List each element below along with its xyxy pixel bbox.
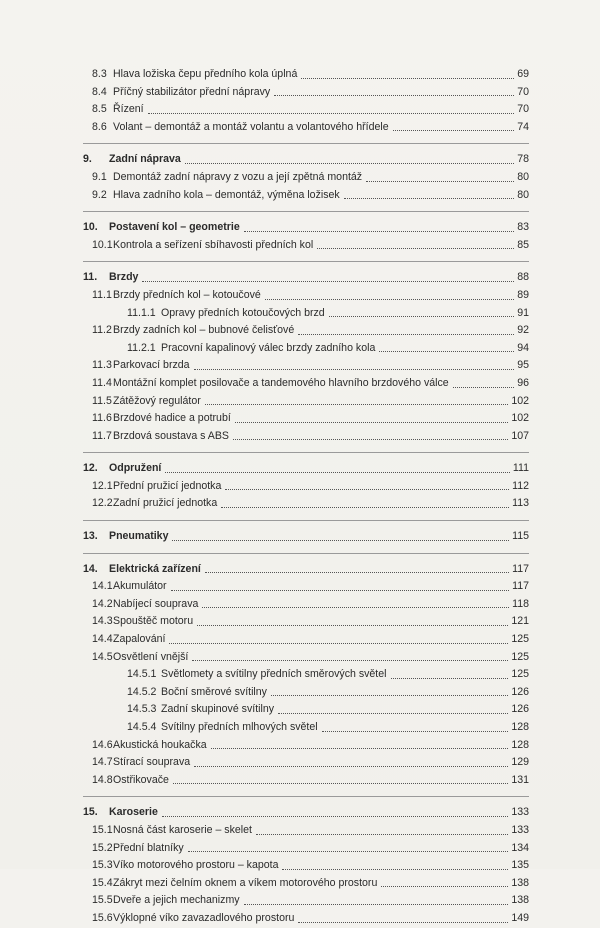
- section-title: Hlava ložiska čepu předního kola úplná: [113, 68, 298, 80]
- page-number: 117: [512, 562, 529, 575]
- toc-entry[interactable]: [83, 357, 529, 375]
- chapter-separator: [83, 143, 529, 144]
- dot-leader: [256, 834, 508, 835]
- dot-leader: [194, 369, 514, 370]
- dot-leader: [298, 334, 514, 335]
- section-title: Příčný stabilizátor přední nápravy: [113, 85, 271, 98]
- section-number: 9.: [83, 153, 92, 166]
- section-number: 8.3: [92, 68, 107, 80]
- section-title: Brzdy: [109, 271, 139, 284]
- section-number: 11.1.1: [127, 306, 156, 319]
- page-number: 126: [511, 703, 529, 716]
- section-number: 14.1: [92, 580, 113, 593]
- page-number: 102: [511, 412, 529, 425]
- toc-entry[interactable]: [83, 737, 529, 755]
- section-number: 14.5.1: [127, 668, 157, 681]
- section-title: Kontrola a seřízení sbíhavosti předních kol: [113, 238, 314, 251]
- toc-entry[interactable]: [83, 840, 529, 858]
- toc-subentry[interactable]: [83, 340, 529, 358]
- section-title: Přední blatníky: [113, 841, 184, 854]
- section-title: Brzdy předních kol – kotoučové: [113, 288, 261, 301]
- dot-leader: [344, 198, 514, 199]
- chapter-separator: [83, 796, 529, 797]
- toc-entry[interactable]: [83, 478, 529, 496]
- section-number: 15.4: [92, 876, 113, 889]
- page-number: 138: [511, 876, 529, 889]
- section-title: Řízení: [113, 103, 144, 116]
- page-number: 118: [512, 597, 529, 610]
- section-title: Nosná část karoserie – skelet: [113, 823, 252, 836]
- dot-leader: [148, 113, 514, 114]
- section-title: Volant – demontáž a montáž volantu a volantového hřídele: [113, 120, 389, 133]
- section-number: 13.: [83, 530, 98, 543]
- chapter-heading[interactable]: [83, 151, 529, 169]
- page-number: 92: [517, 324, 529, 337]
- section-number: 15.5: [92, 894, 113, 907]
- toc-entry[interactable]: [83, 237, 529, 255]
- page-number: 83: [517, 221, 529, 234]
- section-title: Nabíjecí souprava: [113, 597, 199, 610]
- page-number: 102: [511, 394, 529, 407]
- page-number: 74: [517, 120, 529, 133]
- section-number: 8.4: [92, 85, 107, 98]
- page-number: 128: [511, 738, 529, 751]
- page-number: 89: [517, 288, 529, 301]
- toc-entry[interactable]: [83, 822, 529, 840]
- section-number: 14.5.3: [127, 703, 157, 716]
- section-title: Zadní pružicí jednotka: [113, 497, 218, 510]
- section-number: 15.1: [92, 823, 113, 836]
- section-title: Dveře a jejich mechanizmy: [113, 894, 240, 907]
- section-title: Pneumatiky: [109, 530, 169, 543]
- page-number: 117: [512, 580, 529, 593]
- section-title: Svítilny předních mlhových světel: [161, 721, 318, 733]
- section-number: 11.3: [92, 359, 112, 372]
- toc-entry[interactable]: [83, 892, 529, 910]
- section-number: 14.5.2: [127, 685, 157, 698]
- toc-subentry[interactable]: [83, 305, 529, 323]
- page-number: 126: [511, 685, 529, 698]
- toc-subentry[interactable]: [83, 719, 529, 737]
- dot-leader: [322, 731, 509, 732]
- toc-entry[interactable]: [83, 410, 529, 428]
- toc-entry[interactable]: [83, 322, 529, 340]
- page-number: 125: [511, 668, 529, 681]
- section-number: 14.2: [92, 597, 113, 610]
- page-number: 96: [517, 376, 529, 389]
- toc-entry[interactable]: [83, 631, 529, 649]
- toc-entry[interactable]: [83, 754, 529, 772]
- section-title: Montážní komplet posilovače a tandemového hlavního brzdového válce: [113, 376, 449, 389]
- section-number: 11.5: [92, 394, 112, 407]
- section-title: Světlomety a svítilny předních směrových světel: [161, 668, 387, 681]
- page-number: 91: [517, 306, 529, 319]
- toc-entry[interactable]: [83, 875, 529, 893]
- toc-entry[interactable]: [83, 428, 529, 446]
- dot-leader: [244, 231, 514, 232]
- toc-entry[interactable]: [83, 910, 529, 928]
- section-title: Akustická houkačka: [113, 738, 207, 751]
- section-number: 11.1: [92, 288, 112, 301]
- section-title: Stírací souprava: [113, 756, 191, 769]
- section-number: 15.3: [92, 859, 113, 872]
- dot-leader: [194, 766, 508, 767]
- section-title: Pracovní kapalinový válec brzdy zadního kola: [161, 341, 376, 354]
- dot-leader: [235, 422, 509, 423]
- section-title: Elektrická zařízení: [109, 562, 201, 575]
- page-number: 113: [512, 497, 529, 510]
- section-title: Zapalování: [113, 633, 166, 646]
- page-number: 70: [517, 85, 529, 98]
- dot-leader: [301, 78, 514, 79]
- table-of-contents: [83, 66, 529, 928]
- toc-subentry[interactable]: [83, 701, 529, 719]
- dot-leader: [197, 625, 508, 626]
- toc-entry[interactable]: [83, 613, 529, 631]
- page-number: 111: [512, 462, 529, 475]
- dot-leader: [393, 130, 514, 131]
- dot-leader: [169, 643, 508, 644]
- dot-leader: [142, 281, 514, 282]
- page-number: 125: [511, 633, 529, 646]
- chapter-heading[interactable]: [83, 528, 529, 546]
- dot-leader: [381, 886, 508, 887]
- page-number: 133: [511, 823, 529, 836]
- section-number: 15.2: [92, 841, 113, 854]
- page-number: 107: [511, 429, 529, 442]
- section-title: Akumulátor: [113, 580, 167, 593]
- section-title: Ostřikovače: [113, 773, 169, 786]
- page-number: 112: [512, 479, 529, 492]
- toc-entry[interactable]: [83, 857, 529, 875]
- dot-leader: [225, 489, 509, 490]
- page-number: 138: [511, 894, 529, 907]
- dot-leader: [366, 181, 514, 182]
- page-number: 134: [511, 841, 529, 854]
- dot-leader: [185, 163, 514, 164]
- section-title: Zadní náprava: [109, 153, 181, 166]
- page-number: 128: [511, 721, 529, 733]
- section-number: 14.: [83, 562, 98, 575]
- page-number: 70: [517, 103, 529, 116]
- chapter-separator: [83, 261, 529, 262]
- toc-subentry[interactable]: [83, 684, 529, 702]
- section-title: Opravy předních kotoučových brzd: [161, 306, 325, 319]
- dot-leader: [173, 783, 508, 784]
- section-title: Spouštěč motoru: [113, 615, 194, 628]
- section-number: 9.1: [92, 170, 107, 183]
- section-number: 15.6: [92, 911, 113, 924]
- dot-leader: [233, 439, 508, 440]
- section-title: Zátěžový regulátor: [113, 394, 201, 407]
- toc-entry[interactable]: [83, 649, 529, 667]
- section-number: 14.6: [92, 738, 113, 751]
- section-title: Boční směrové svítilny: [161, 685, 267, 698]
- dot-leader: [205, 572, 509, 573]
- section-title: Přední pružicí jednotka: [113, 479, 222, 492]
- dot-leader: [265, 299, 514, 300]
- page-number: 125: [511, 650, 529, 663]
- section-title: Postavení kol – geometrie: [109, 221, 240, 234]
- page-number: 94: [517, 341, 529, 354]
- dot-leader: [317, 248, 514, 249]
- chapter-heading[interactable]: [83, 460, 529, 478]
- page-number: 131: [511, 773, 529, 786]
- dot-leader: [205, 404, 509, 405]
- toc-entry[interactable]: [83, 187, 529, 205]
- chapter-heading[interactable]: [83, 561, 529, 579]
- toc-entry[interactable]: [83, 169, 529, 187]
- section-title: Výklopné víko zavazadlového prostoru: [113, 911, 295, 924]
- dot-leader: [278, 713, 508, 714]
- dot-leader: [244, 904, 509, 905]
- dot-leader: [453, 387, 514, 388]
- section-number: 9.2: [92, 188, 107, 201]
- dot-leader: [274, 95, 514, 96]
- chapter-separator: [83, 211, 529, 212]
- section-title: Víko motorového prostoru – kapota: [113, 859, 279, 872]
- section-title: Odpružení: [109, 462, 162, 475]
- section-title: Osvětlení vnější: [113, 650, 189, 663]
- page-number: 121: [511, 615, 529, 628]
- section-number: 12.1: [92, 479, 113, 492]
- section-title: Demontáž zadní nápravy z vozu a její zpětná montáž: [113, 170, 363, 183]
- section-title: Hlava zadního kola – demontáž, výměna ložisek: [113, 188, 340, 201]
- page-number: 149: [511, 911, 529, 924]
- chapter-separator: [83, 520, 529, 521]
- chapter-heading[interactable]: [83, 269, 529, 287]
- dot-leader: [172, 540, 509, 541]
- section-title: Brzdová soustava s ABS: [113, 429, 230, 442]
- dot-leader: [192, 660, 508, 661]
- section-number: 11.4: [92, 376, 112, 389]
- dot-leader: [188, 851, 509, 852]
- toc-entry[interactable]: [83, 101, 529, 119]
- dot-leader: [298, 922, 508, 923]
- section-number: 14.4: [92, 633, 113, 646]
- chapter-separator: [83, 553, 529, 554]
- section-title: Brzdové hadice a potrubí: [113, 412, 231, 425]
- page-number: 129: [511, 756, 529, 769]
- section-number: 11.6: [92, 412, 112, 425]
- chapter-heading[interactable]: [83, 804, 529, 822]
- section-number: 14.7: [92, 756, 113, 769]
- toc-entry[interactable]: [83, 596, 529, 614]
- page-number: 133: [511, 806, 529, 819]
- section-number: 14.8: [92, 773, 113, 786]
- toc-entry[interactable]: [83, 495, 529, 513]
- section-title: Brzdy zadních kol – bubnové čelisťové: [113, 324, 295, 337]
- page-number: 85: [517, 238, 529, 251]
- section-number: 14.5.4: [127, 721, 157, 733]
- page-number: 95: [517, 359, 529, 372]
- page-number: 80: [517, 188, 529, 201]
- dot-leader: [211, 748, 509, 749]
- section-number: 8.6: [92, 120, 107, 133]
- section-number: 15.: [83, 806, 98, 819]
- section-number: 12.: [83, 462, 98, 475]
- section-number: 12.2: [92, 497, 113, 510]
- section-number: 11.2.1: [127, 341, 156, 354]
- dot-leader: [171, 590, 510, 591]
- toc-entry[interactable]: [83, 287, 529, 305]
- page-number: 69: [517, 68, 529, 80]
- page-number: 88: [517, 271, 529, 284]
- section-number: 11.2: [92, 324, 112, 337]
- page-number: 115: [512, 530, 529, 543]
- section-number: 8.5: [92, 103, 107, 116]
- dot-leader: [271, 695, 508, 696]
- section-number: 14.3: [92, 615, 113, 628]
- toc-entry[interactable]: [83, 66, 529, 84]
- section-number: 11.: [83, 271, 98, 284]
- toc-entry[interactable]: [83, 84, 529, 102]
- section-number: 14.5: [92, 650, 113, 663]
- section-number: 10.: [83, 221, 98, 234]
- dot-leader: [221, 507, 509, 508]
- toc-entry[interactable]: [83, 578, 529, 596]
- section-number: 11.7: [92, 429, 112, 442]
- page-number: 80: [517, 170, 529, 183]
- section-title: Zadní skupinové svítilny: [161, 703, 275, 716]
- section-title: Parkovací brzda: [113, 359, 190, 372]
- page-number: 78: [517, 153, 529, 166]
- toc-entry[interactable]: [83, 393, 529, 411]
- dot-leader: [379, 351, 514, 352]
- section-title: Karoserie: [109, 806, 158, 819]
- chapter-heading[interactable]: [83, 219, 529, 237]
- dot-leader: [165, 472, 510, 473]
- toc-entry[interactable]: [83, 119, 529, 137]
- dot-leader: [329, 316, 514, 317]
- toc-subentry[interactable]: [83, 666, 529, 684]
- dot-leader: [162, 816, 508, 817]
- chapter-separator: [83, 452, 529, 453]
- dot-leader: [391, 678, 509, 679]
- toc-entry[interactable]: [83, 772, 529, 790]
- section-title: Zákryt mezi čelním oknem a víkem motorového prostoru: [113, 876, 378, 889]
- section-number: 10.1: [92, 238, 113, 251]
- toc-entry[interactable]: [83, 375, 529, 393]
- dot-leader: [202, 607, 509, 608]
- page-number: 135: [511, 859, 529, 872]
